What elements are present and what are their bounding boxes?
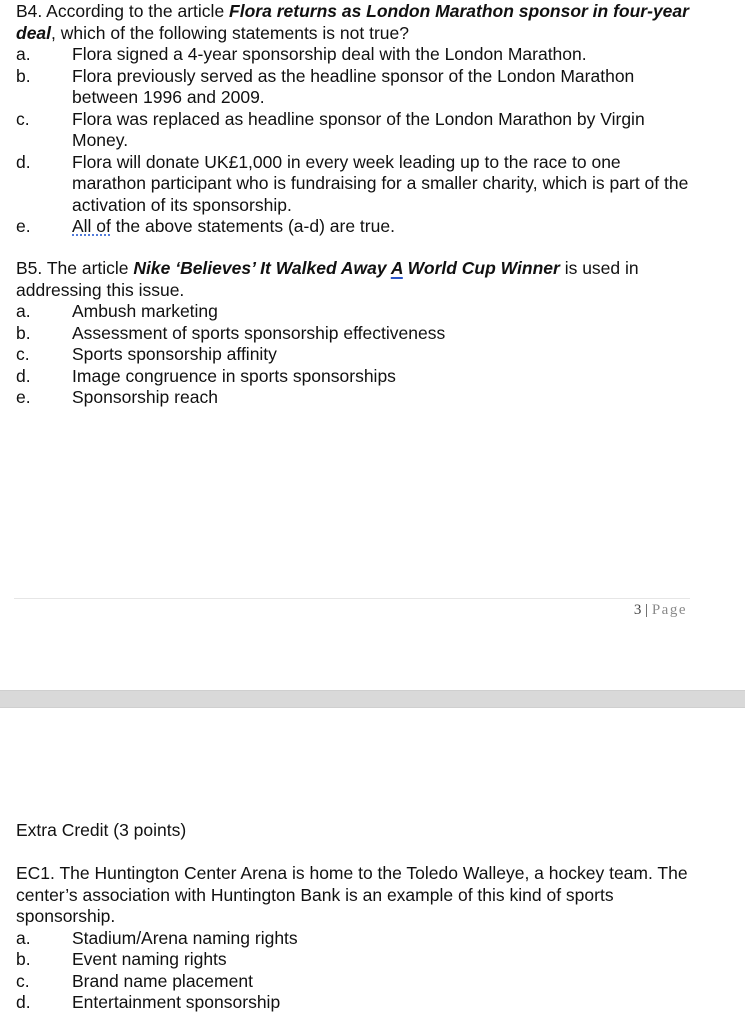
page-number: 3	[633, 602, 642, 618]
question-ec1-options	[16, 928, 696, 1014]
grammar-flag[interactable]: A	[390, 258, 403, 278]
option-b: b. Assessment of sports sponsorship effectiveness	[16, 322, 446, 343]
grammar-flag[interactable]: All of	[72, 216, 111, 236]
question-b4	[16, 1, 696, 238]
footer-divider	[14, 598, 690, 599]
document-page-4	[0, 708, 745, 1024]
option-b: b. Event naming rights	[16, 949, 227, 969]
question-ec1-stem: EC1. The Huntington Center Arena is home to the Toledo Walleye, a hockey team. The center’s association with Huntington Bank is an example of this kind of sports sponsorship.	[16, 863, 688, 926]
question-b4-options	[16, 44, 696, 238]
article-title: Nike ‘Believes’ It Walked Away A World Cup Winner	[133, 258, 560, 278]
question-b5	[16, 258, 696, 409]
option-d: d. Image congruence in sports sponsorships	[16, 365, 396, 386]
question-ec1	[16, 863, 696, 1014]
option-a: a. Ambush marketing	[16, 301, 218, 321]
option-d: d. Entertainment sponsorship	[16, 992, 281, 1012]
option-c: c. Flora was replaced as headline sponsor of the London Marathon by Virgin Money.	[16, 108, 645, 150]
page-break	[0, 690, 745, 708]
option-a: a. Flora signed a 4-year sponsorship deal with the London Marathon.	[16, 44, 587, 64]
article-title: Flora returns as London Marathon sponsor in four-year deal	[16, 1, 689, 43]
question-b5-options	[16, 301, 696, 409]
question-b4-stem: B4. According to the article Flora returns as London Marathon sponsor in four-year deal, which of the following statements is not true?	[16, 1, 689, 43]
question-b5-stem: B5. The article Nike ‘Believes’ It Walked Away A World Cup Winner is used in addressing this issue.	[16, 258, 639, 300]
option-c: c. Sports sponsorship affinity	[16, 344, 277, 364]
option-e: e. All of the above statements (a-d) are true.	[16, 216, 395, 236]
option-d: d. Flora will donate UK£1,000 in every week leading up to the race to one marathon participant who is fundraising for a smaller charity, which is part of the activation of its sponsorship.	[16, 151, 689, 215]
extra-credit-heading: Extra Credit (3 points)	[16, 820, 187, 840]
option-c: c. Brand name placement	[16, 970, 253, 991]
page-footer: 3 | Page	[633, 602, 687, 618]
option-a: a. Stadium/Arena naming rights	[16, 927, 298, 948]
option-e: e. Sponsorship reach	[16, 387, 218, 407]
page-label: Page	[651, 602, 687, 618]
option-b: b. Flora previously served as the headline sponsor of the London Marathon between 1996 and 2009.	[16, 65, 635, 107]
